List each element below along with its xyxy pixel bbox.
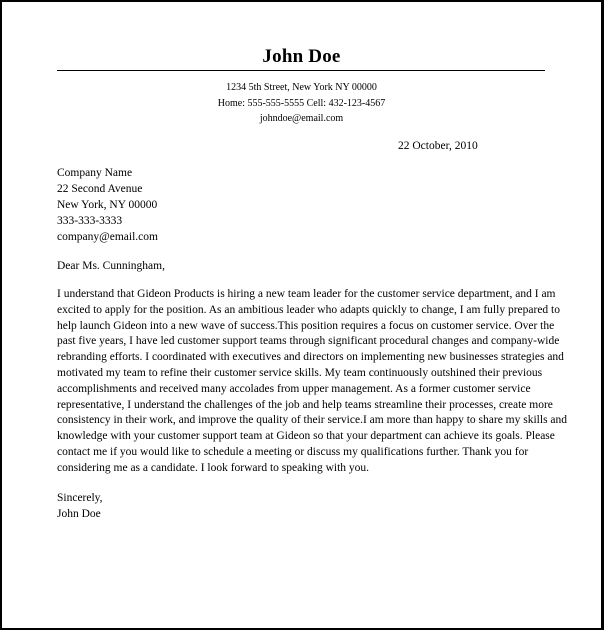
body-line: knowledge with your customer support team at Gideon so that your department can achieve its goals. Please xyxy=(57,430,555,443)
body-line: past five years, I have led customer support teams through significant procedural changes and company-wide xyxy=(57,335,560,348)
body-line: excited to apply for the position. As an ambitious leader who adapts quickly to change, I am fully prepared to xyxy=(57,303,560,316)
recipient-email: company@email.com xyxy=(57,231,158,243)
body-line: rebranding efforts. I coordinated with executives and directors on implementing new businesses strategies and xyxy=(57,351,564,364)
recipient-block xyxy=(57,165,158,245)
valediction: Sincerely, xyxy=(57,492,103,504)
letter-body xyxy=(57,287,568,477)
recipient-city: New York, NY 00000 xyxy=(57,199,158,211)
recipient-street: 22 Second Avenue xyxy=(57,183,143,195)
signature-name: John Doe xyxy=(57,508,101,520)
sender-email: johndoe@email.com xyxy=(259,113,344,124)
body-line: contact me if you would like to schedule a meeting or discuss my qualifications further. Thank you for xyxy=(57,445,529,458)
body-line: consistency in their work, and improve the quality of their service.I am more than happy to share my skills and xyxy=(57,414,568,427)
body-line: motivated my team to refine their customer service skills. My team continuously outshined their previous xyxy=(57,366,543,379)
sender-phones: Home: 555-555-5555 Cell: 432-123-4567 xyxy=(217,98,386,109)
body-line: help launch Gideon into a new wave of success.This position requires a focus on customer service. Over the xyxy=(57,319,555,332)
sender-name: John Doe xyxy=(262,46,341,67)
header-divider xyxy=(57,70,545,71)
recipient-company: Company Name xyxy=(57,167,133,179)
body-line: accomplishments and received many accolades from upper management. As a former customer service xyxy=(57,382,531,395)
salutation: Dear Ms. Cunningham, xyxy=(57,260,165,272)
letter-date: 22 October, 2010 xyxy=(398,140,478,152)
recipient-phone: 333-333-3333 xyxy=(57,215,123,227)
letter-page xyxy=(2,2,601,628)
closing-block xyxy=(57,490,103,522)
body-line: representative, I understand the challenges of the job and help teams streamline their processes, create more xyxy=(57,398,553,411)
body-line: I understand that Gideon Products is hiring a new team leader for the customer service department, and I am xyxy=(57,288,556,300)
sender-address: 1234 5th Street, New York NY 00000 xyxy=(226,82,377,93)
body-line: considering me as a candidate. I look forward to speaking with you. xyxy=(57,461,370,474)
